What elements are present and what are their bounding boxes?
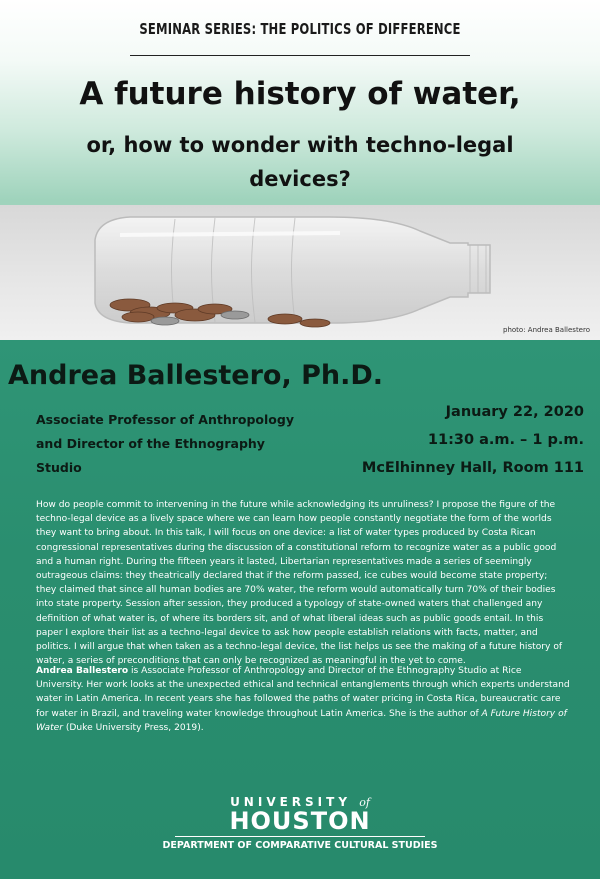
header-section [0, 0, 600, 205]
department-name: DEPARTMENT OF COMPARATIVE CULTURAL STUDIES [162, 840, 438, 851]
bio-text: is Associate Professor of Anthropology and Director of the Ethnography Studio at Rice University. Her work looks at the unexpected ethical and technical entanglements through which experts understand water in Latin America. In recent years she has followed the paths of water pricing in Costa Rica, bureaucratic care for water in Brazil, and traveling water knowledge throughout Latin America. She is the author of [36, 666, 570, 719]
bio-publisher: (Duke University Press, 2019). [62, 722, 204, 733]
logo-university: UNIVERSITY [230, 795, 352, 809]
event-subtitle: or, how to wonder with techno-legal devices? [86, 133, 514, 191]
bio-name: Andrea Ballestero [36, 666, 129, 676]
university-logo [0, 795, 600, 851]
logo-of: of [359, 796, 370, 809]
water-bottle-image [0, 205, 600, 340]
speaker-affiliation: Associate Professor of Anthropology and Director of the Ethnography Studio [36, 412, 294, 475]
talk-abstract: How do people commit to intervening in the future while acknowledging its unruliness? I propose the figure of the techno-legal device as a lively space where we can learn how people constantly negotiate the form of the worlds they want to bring about. In this talk, I will focus on one device: a list of water types produced by Costa Rican congressional representatives during the discussion of a constitutional reform to recognize water as a public good and a human right. During the fifteen years it lasted, Libertarian representatives made a series of seemingly outrageous claims: they theatrically declared that if the reform passed, ice cubes would become state property; they claimed that since all human bodies are 70% water, the reform would automatically turn 70% of their bodies into state property. Session after session, they produced a typology of state-owned waters that challenged any definition of what water is, of where its borders sit, and of what liberal ideas such as public goods entail. In this paper I explore their list as a techno-legal device to ask how people establish relations with facts, matter, and politics. I will argue that when taken as a techno-legal device, the list helps us see the making of a future history of water, a series of preconditions that can only be recognized as meaningful in the yet to come. [36, 500, 563, 667]
photo-credit: photo: Andrea Ballestero [503, 326, 590, 334]
bio-book-title: A Future History of Water [36, 708, 567, 733]
event-title: A future history of water, [79, 76, 521, 112]
header-divider [130, 55, 470, 56]
event-location: McElhinney Hall, Room 111 [361, 460, 584, 476]
event-details [362, 398, 584, 482]
water-bottle-photo [0, 205, 600, 340]
seminar-series-label: SEMINAR SERIES: THE POLITICS OF DIFFERENCE [139, 20, 461, 38]
speaker-name: Andrea Ballestero, Ph.D. [8, 360, 384, 391]
event-time: 11:30 a.m. – 1 p.m. [427, 432, 584, 448]
logo-houston: HOUSTON [229, 807, 371, 835]
speaker-bio [36, 664, 570, 735]
logo-divider [175, 836, 425, 837]
event-date: January 22, 2020 [445, 404, 584, 420]
